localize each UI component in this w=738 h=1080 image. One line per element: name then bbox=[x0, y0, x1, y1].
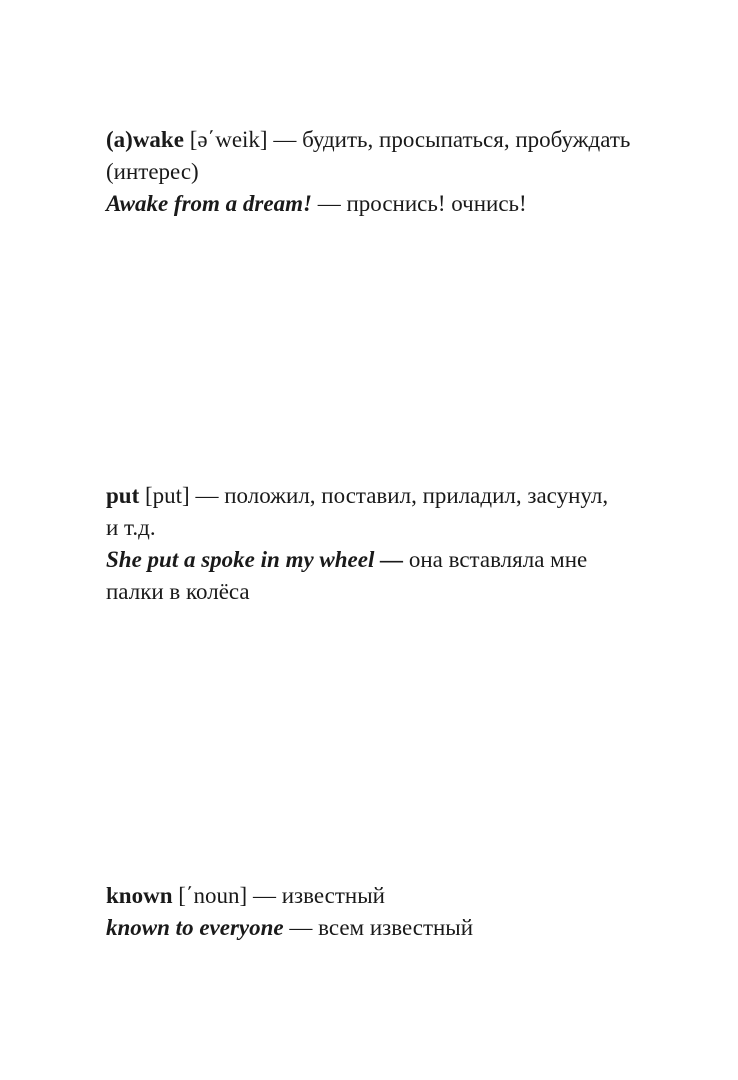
entry-definition-line bbox=[106, 124, 686, 156]
entry-example-line bbox=[106, 188, 686, 220]
entry-definition-line bbox=[106, 880, 686, 912]
entry-definition-continuation: и т.д. bbox=[106, 515, 156, 540]
translation: — положил, поставил, приладил, засунул, bbox=[195, 483, 609, 508]
entry-definition-continuation: (интерес) bbox=[106, 159, 199, 184]
example-translation: она вставляла мне bbox=[408, 547, 588, 572]
transcription: [ə΄weik] bbox=[189, 127, 268, 152]
dictionary-entry-known bbox=[106, 880, 686, 944]
entry-definition-line bbox=[106, 480, 686, 512]
dictionary-entry-put bbox=[106, 480, 686, 608]
translation: — известный bbox=[252, 883, 385, 908]
transcription: [΄noun] bbox=[178, 883, 248, 908]
example-translation: — проснись! очнись! bbox=[317, 191, 527, 216]
entry-example-line bbox=[106, 912, 686, 944]
headword: known bbox=[106, 883, 173, 908]
example-phrase: She put a spoke in my wheel — bbox=[106, 547, 404, 572]
dictionary-entry-awake bbox=[106, 124, 686, 220]
entry-example-line bbox=[106, 544, 686, 576]
headword: put bbox=[106, 483, 140, 508]
translation: — будить, просыпаться, пробуждать bbox=[273, 127, 631, 152]
example-translation-continuation: палки в колёса bbox=[106, 579, 250, 604]
transcription: [put] bbox=[145, 483, 190, 508]
example-translation: — всем известный bbox=[289, 915, 474, 940]
example-phrase: Awake from a dream! bbox=[106, 191, 312, 216]
example-phrase: known to everyone bbox=[106, 915, 284, 940]
headword: (a)wake bbox=[106, 127, 184, 152]
